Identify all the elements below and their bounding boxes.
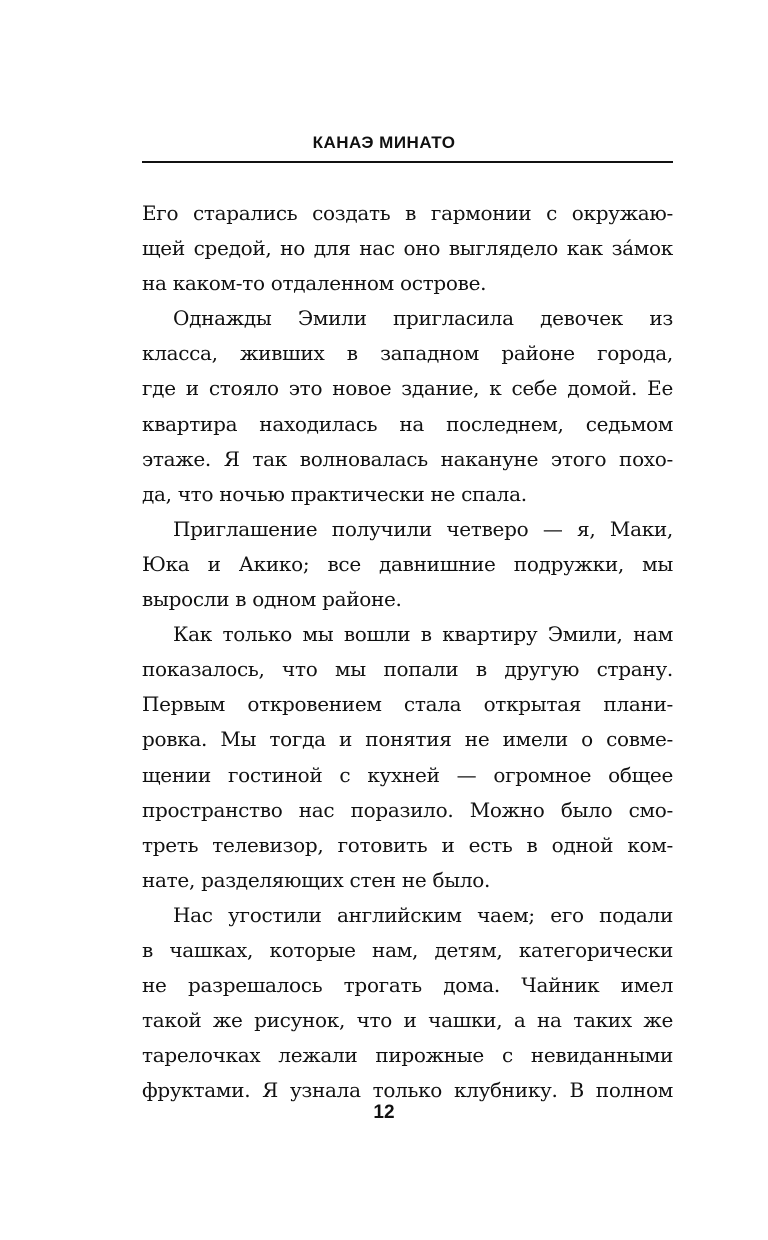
text-line: Нас угостили английским чаем; его подали bbox=[173, 902, 673, 927]
text-line: щении гостиной с кухней — огромное общее bbox=[142, 762, 673, 787]
text-line: квартира находилась на последнем, седьмом bbox=[142, 411, 673, 436]
text-line: треть телевизор, готовить и есть в одной ком- bbox=[142, 832, 673, 857]
text-line: на каком-то отдаленном острове. bbox=[142, 271, 487, 296]
text-line: щей средой, но для нас оно выглядело как за́мок bbox=[142, 236, 673, 261]
paragraph-3 bbox=[142, 512, 673, 617]
text-line: в чашках, которые нам, детям, категорически bbox=[142, 937, 673, 962]
text-line: да, что ночью практически не спала. bbox=[142, 481, 527, 506]
text-line: Как только мы вошли в квартиру Эмили, нам bbox=[173, 622, 673, 647]
running-header-title: КАНАЭ МИНАТО bbox=[312, 133, 456, 152]
text-line: фруктами. Я узнала только клубнику. В полном bbox=[142, 1078, 673, 1103]
text-line: выросли в одном районе. bbox=[142, 587, 402, 612]
text-line: показалось, что мы попали в другую страну. bbox=[142, 657, 673, 682]
body-text bbox=[142, 196, 673, 1108]
text-line: такой же рисунок, что и чашки, а на таких же bbox=[142, 1008, 673, 1033]
text-line: ровка. Мы тогда и понятия не имели о совме- bbox=[142, 727, 673, 752]
text-line: этаже. Я так волновалась накануне этого похо- bbox=[142, 446, 673, 471]
header-divider bbox=[142, 161, 673, 163]
text-line: Однажды Эмили пригласила девочек из bbox=[173, 306, 673, 331]
text-line: тарелочках лежали пирожные с невиданными bbox=[142, 1043, 673, 1068]
text-line: где и стояло это новое здание, к себе домой. Ее bbox=[142, 376, 673, 401]
text-line: Его старались создать в гармонии с окружаю- bbox=[142, 201, 673, 225]
text-line: класса, живших в западном районе города, bbox=[142, 341, 673, 366]
text-line: Приглашение получили четверо — я, Маки, bbox=[173, 516, 673, 541]
paragraph-1 bbox=[142, 196, 673, 301]
paragraph-5 bbox=[142, 898, 673, 1109]
text-line: Первым откровением стала открытая плани- bbox=[142, 692, 673, 717]
paragraph-2 bbox=[142, 301, 673, 512]
text-line: нате, разделяющих стен не было. bbox=[142, 867, 491, 892]
text-line: не разрешалось трогать дома. Чайник имел bbox=[142, 973, 673, 998]
text-line: пространство нас поразило. Можно было смо- bbox=[142, 797, 673, 822]
text-line: Юка и Акико; все давнишние подружки, мы bbox=[142, 551, 673, 576]
page-number: 12 bbox=[373, 1102, 395, 1123]
paragraph-4 bbox=[142, 617, 673, 898]
